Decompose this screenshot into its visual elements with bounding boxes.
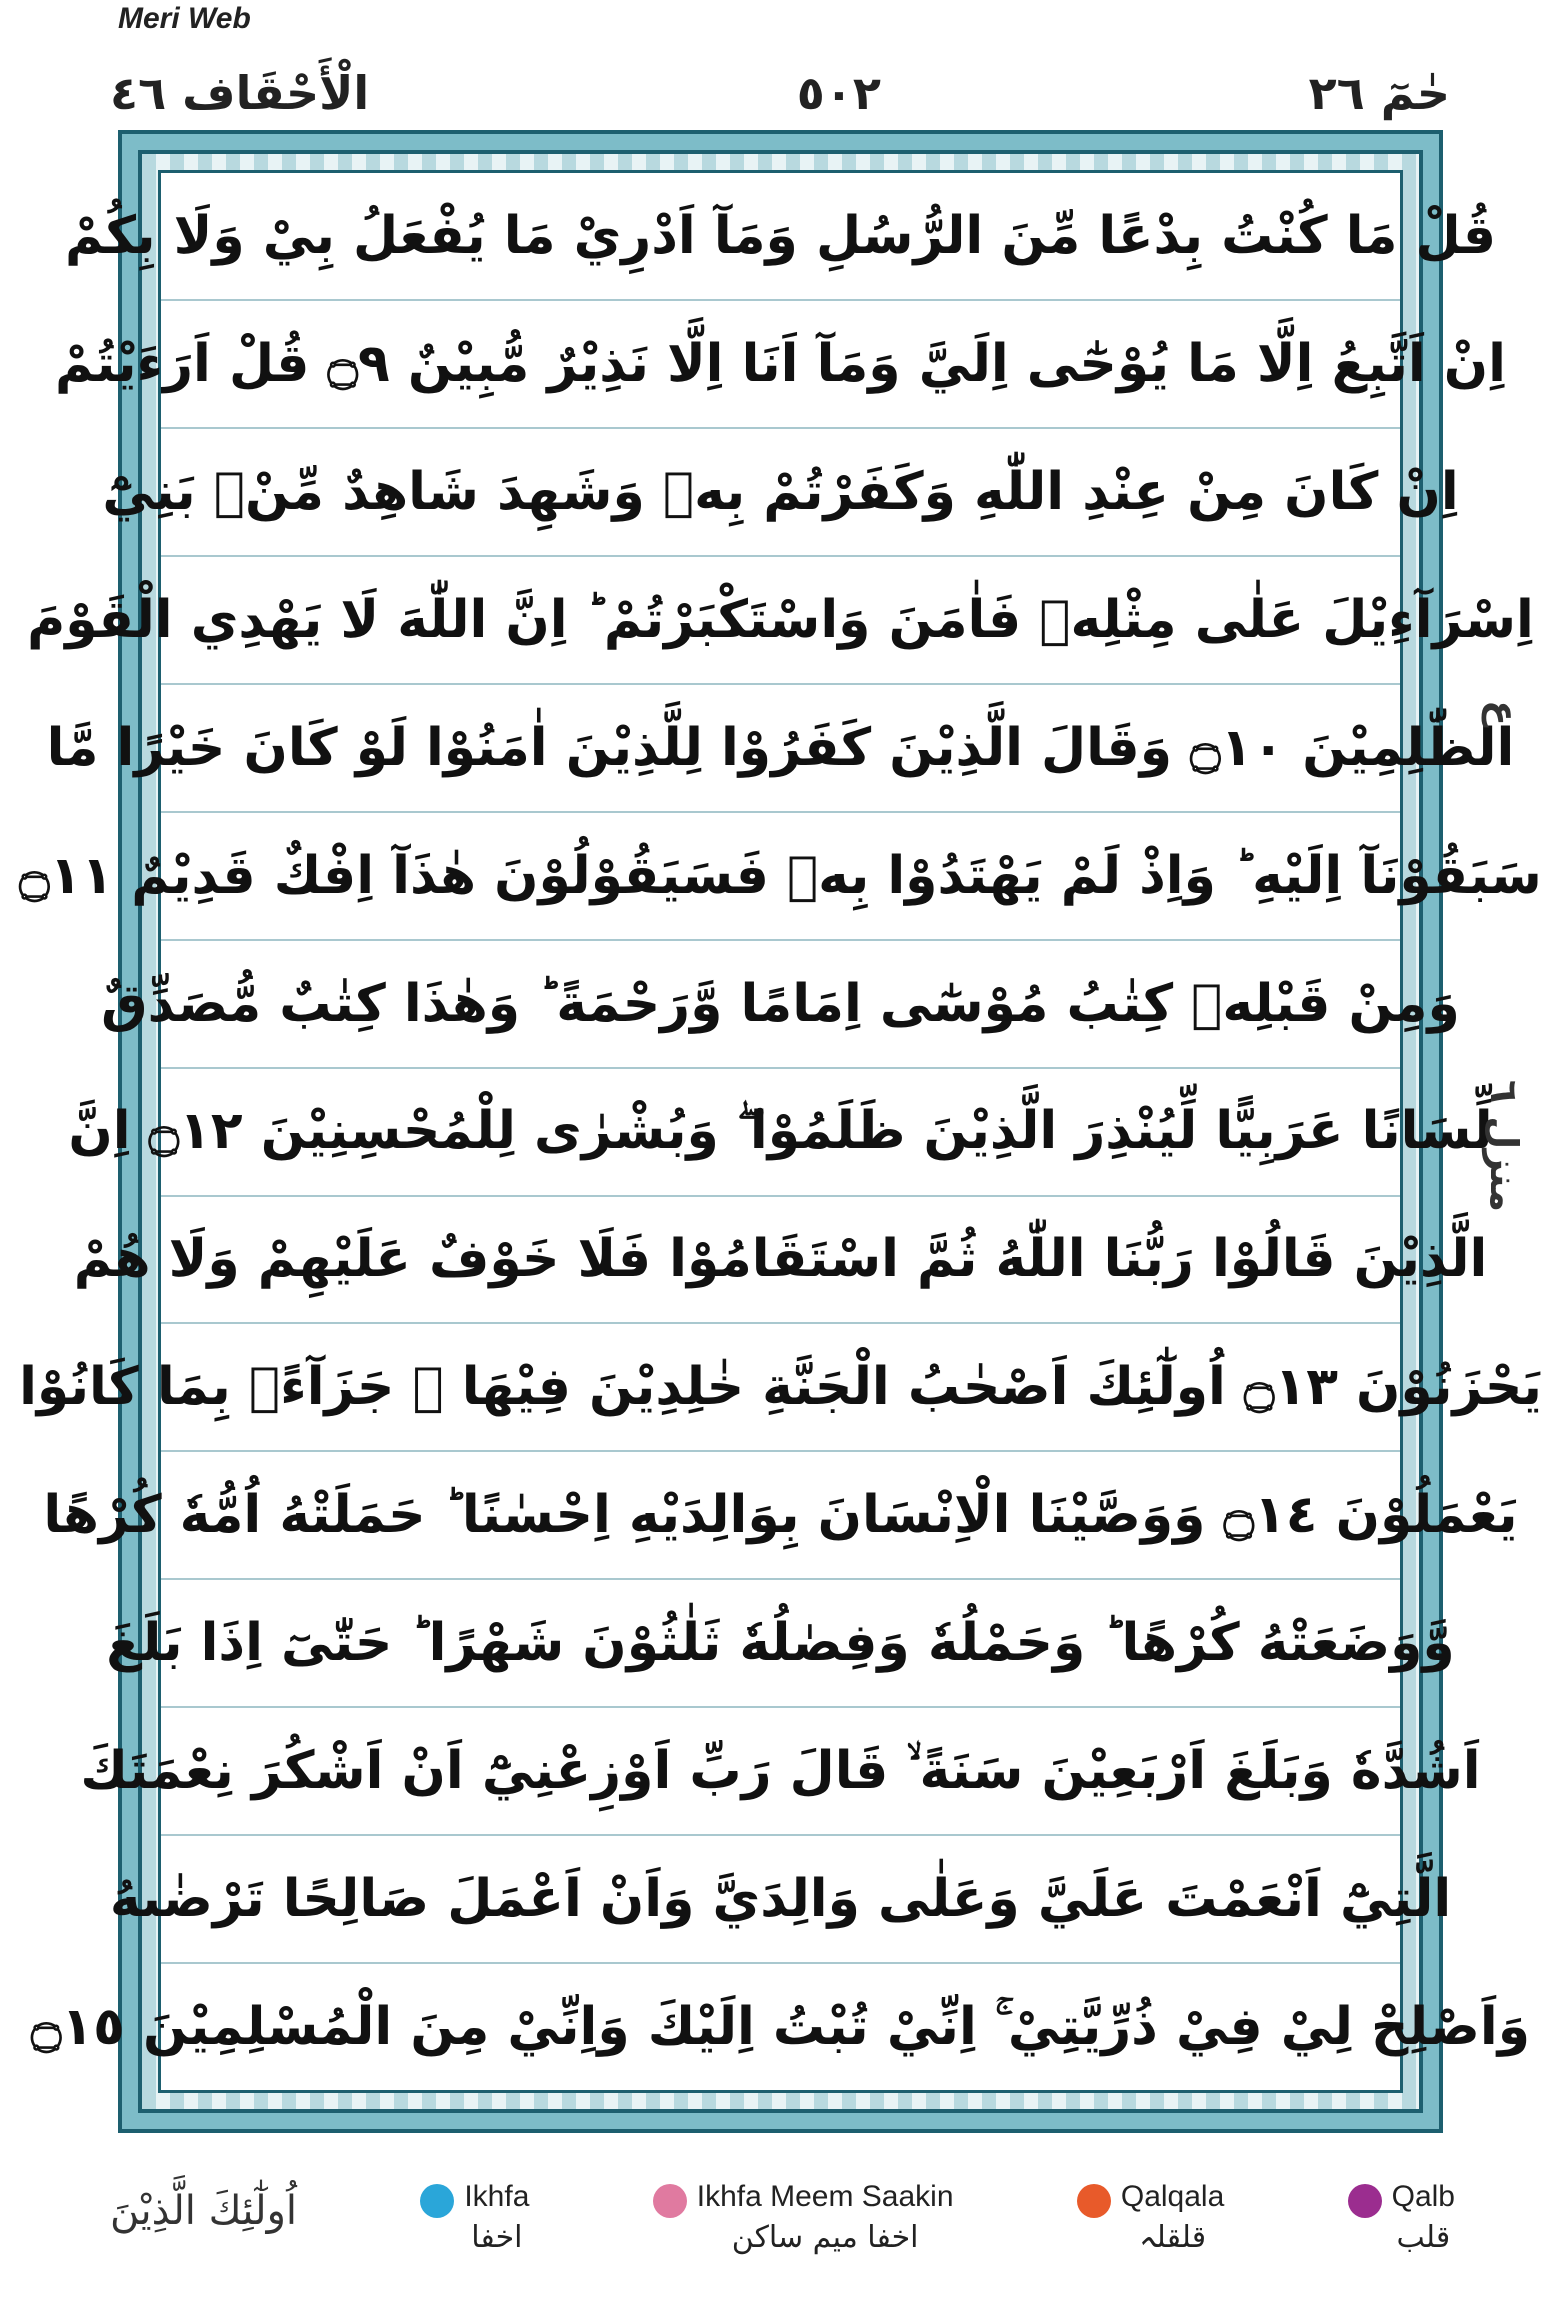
ikhfa-meem-saakin-color-dot — [653, 2184, 687, 2218]
quran-line: اِسْرَآءِيْلَ عَلٰى مِثْلِهٖ فَاٰمَنَ وَاسْتَكْبَرْتُمْ ؕ اِنَّ اللّٰهَ لَا يَهْدِي الْقَوْمَ — [161, 557, 1400, 685]
qalqala-color-dot — [1077, 2184, 1111, 2218]
ikhfa-color-dot — [420, 2184, 454, 2218]
qalb-color-dot — [1348, 2184, 1382, 2218]
legend-label-urdu: اخفا میم ساکن — [731, 2220, 919, 2255]
quran-line: الَّذِيْنَ قَالُوْا رَبُّنَا اللّٰهُ ثُمَّ اسْتَقَامُوْا فَلَا خَوْفٌ عَلَيْهِمْ وَلَا هُمْ — [161, 1197, 1400, 1325]
quran-line: وَمِنْ قَبْلِهٖ كِتٰبُ مُوْسٰٓى اِمَامًا وَّرَحْمَةً ؕ وَهٰذَا كِتٰبٌ مُّصَدِّقٌ — [161, 941, 1400, 1069]
legend-ikhfa — [420, 2180, 529, 2255]
quran-line: قُلْ مَا كُنْتُ بِدْعًا مِّنَ الرُّسُلِ وَمَآ اَدْرِيْ مَا يُفْعَلُ بِيْ وَلَا بِكُمْ — [161, 173, 1400, 301]
quran-line: يَحْزَنُوْنَ ۝١٣ اُولٰٓئِكَ اَصْحٰبُ الْجَنَّةِ خٰلِدِيْنَ فِيْهَا ۚ جَزَآءًۢ بِمَا كَانُوْا — [161, 1324, 1400, 1452]
legend-label-urdu: قلب — [1396, 2220, 1451, 2255]
quran-line: اِنْ كَانَ مِنْ عِنْدِ اللّٰهِ وَكَفَرْتُمْ بِهٖ وَشَهِدَ شَاهِدٌ مِّنْۢ بَنِيْٓ — [161, 429, 1400, 557]
quran-line: وَاَصْلِحْ لِيْ فِيْ ذُرِّيَّتِيْ ۚ اِنِّيْ تُبْتُ اِلَيْكَ وَاِنِّيْ مِنَ الْمُسْلِمِيْنَ ۝١٥ — [30, 1996, 1531, 2057]
quran-line: اَشُدَّهٗ وَبَلَغَ اَرْبَعِيْنَ سَنَةً ۙ قَالَ رَبِّ اَوْزِعْنِيْٓ اَنْ اَشْكُرَ نِعْمَتَكَ — [161, 1708, 1400, 1836]
ruku-marker: ع — [1482, 700, 1526, 726]
legend-qalb — [1348, 2180, 1455, 2255]
catchword: اُولٰٓئِكَ الَّذِيْنَ — [110, 2188, 297, 2234]
surah-name: الْأَحْقَاف ٤٦ — [110, 66, 370, 120]
juz-name: حٰمٓ ٢٦ — [1308, 66, 1450, 120]
legend-label: Qalb — [1391, 2180, 1455, 2213]
quran-line: وَّوَضَعَتْهُ كُرْهًا ؕ وَحَمْلُهٗ وَفِصٰلُهٗ ثَلٰثُوْنَ شَهْرًا ؕ حَتّٰىٓ اِذَا بَلَغَ — [161, 1580, 1400, 1708]
quran-line: يَعْمَلُوْنَ ۝١٤ وَوَصَّيْنَا الْاِنْسَانَ بِوَالِدَيْهِ اِحْسٰنًا ؕ حَمَلَتْهُ اُمُّهٗ كُرْهًا — [161, 1452, 1400, 1580]
quran-line: الظّٰلِمِيْنَ ۝١٠ وَقَالَ الَّذِيْنَ كَفَرُوْا لِلَّذِيْنَ اٰمَنُوْا لَوْ كَانَ خَيْرًا مَّا — [161, 685, 1400, 813]
legend-label-urdu: اخفا — [471, 2220, 523, 2255]
quran-line: اِنْ اَتَّبِعُ اِلَّا مَا يُوْحٰٓى اِلَيَّ وَمَآ اَنَا اِلَّا نَذِيْرٌ مُّبِيْنٌ ۝٩ قُلْ اَرَءَيْتُمْ — [161, 301, 1400, 429]
page-number: ٥٠٢ — [796, 66, 881, 120]
site-label: Meri Web — [118, 2, 251, 35]
legend-ikhfa-meem-saakin — [653, 2180, 954, 2255]
manzil-marker: منزل ٦ — [1482, 1080, 1526, 1213]
legend-label: Qalqala — [1120, 2180, 1225, 2213]
legend-label: Ikhfa — [464, 2180, 530, 2213]
page-header — [110, 48, 1450, 138]
quran-line: سَبَقُوْنَآ اِلَيْهِ ؕ وَاِذْ لَمْ يَهْتَدُوْا بِهٖ فَسَيَقُوْلُوْنَ هٰذَآ اِفْكٌ قَدِيْمٌ ۝١١ — [161, 813, 1400, 941]
legend-qalqala — [1077, 2180, 1224, 2255]
page-footer — [110, 2180, 1455, 2290]
legend-label: Ikhfa Meem Saakin — [696, 2180, 954, 2213]
quran-line: الَّتِيْٓ اَنْعَمْتَ عَلَيَّ وَعَلٰى وَالِدَيَّ وَاَنْ اَعْمَلَ صَالِحًا تَرْضٰىهُ — [161, 1836, 1400, 1964]
legend-label-urdu: قلقلہ — [1139, 2220, 1207, 2255]
quran-line: لِّسَانًا عَرَبِيًّا لِّيُنْذِرَ الَّذِيْنَ ظَلَمُوْا ۖ وَبُشْرٰى لِلْمُحْسِنِيْنَ ۝١٢ اِنَّ — [161, 1069, 1400, 1197]
